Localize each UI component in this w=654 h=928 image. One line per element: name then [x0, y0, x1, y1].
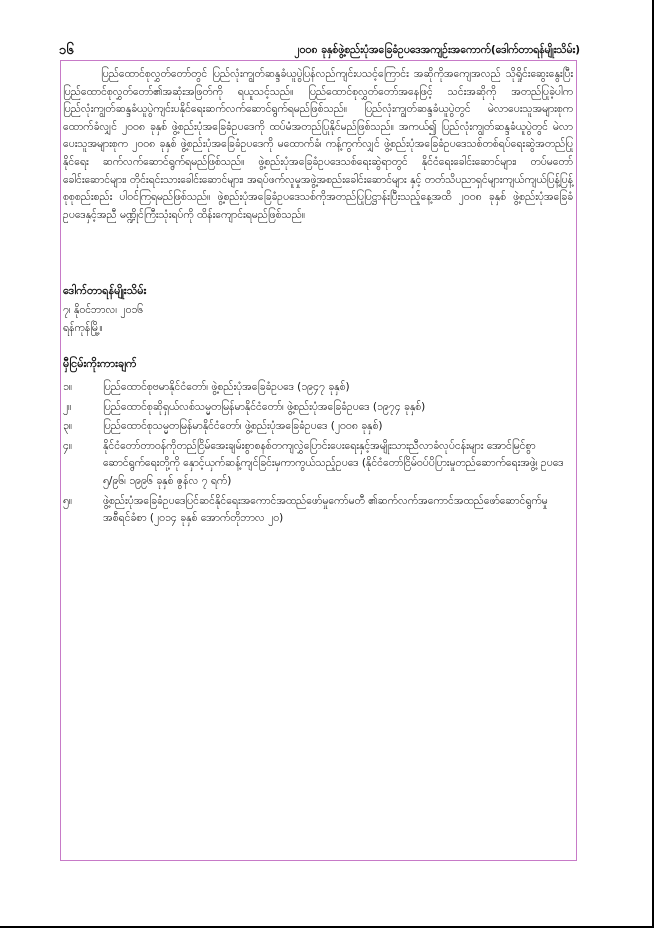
reference-text: ဖွဲ့စည်းပုံအခြေခံဥပဒေပြင်ဆင်နိုင်ရေးအကောင်အထည်ဖော်မှုကော်မတီ ၏ဆက်လက်အကောင်အထည်ဖော်ဆောင်ရွက်မှုအစီရင်ခံစာ (၂၀၁၄ ခုနှစ် အောက်တိုဘာလ ၂၀) [103, 494, 548, 525]
body-text [63, 66, 573, 224]
references-list [63, 379, 573, 530]
running-header: ၂၀၀၈ ခုနှစ်ဖွဲ့စည်းပုံအခြေခံဥပဒေအကျဉ်းအကောက်(ဒေါက်တာရန်မျိုးသိမ်း) [294, 44, 580, 56]
author-heading: ဒေါက်တာရန်မျိုးသိမ်း [63, 284, 147, 297]
reference-text: ပြည်ထောင်စုဗမာနိုင်ငံတော်၊ ဖွဲ့စည်းပုံအခြေခံဥပဒေ (၁၉၄၇ ခုနှစ်) [103, 381, 350, 393]
reference-number: ၂။ [63, 400, 72, 413]
author-date: ၇၊ နိုဝင်ဘာလ၊ ၂၀၁၆ [63, 304, 144, 316]
body-paragraph: ပြည်ထောင်စုလွှတ်တော်တွင် ပြည်လုံးကျွတ်ဆန္ဒခံယူပွဲပြန်လည်ကျင်းပသင့်ကြောင်း အဆိုကိုအကျေအလည် သိုရှိုင်းဆွေးနွေးပြီး ပြည်ထောင်စုလွှတ်တော်၏အဆုံးအဖြတ်ကို ရယူသင့်သည်။ ပြည်ထောင်စုလွှတ်တော်အနေဖြင့် သင်းအဆိုကို အတည်ပြုခဲ့ပါက ပြည်လုံးကျွတ်ဆန္ဒခံယူပွဲကျင်းပနိုင်ရေးဆက်လက်ဆောင်ရွက်ရမည်ဖြစ်သည်။ ပြည်လုံးကျွတ်ဆန္ဒခံယူပွဲတွင် မဲလာပေးသူအများစုက ထောက်ခံလျှင် ၂၀၀၈ ခုနှစ် ဖွဲ့စည်းပုံအခြေခံဥပဒေကို ထပ်မံအတည်ပြုနိုင်မည်ဖြစ်သည်။ အကယ်၍ ပြည်လုံးကျွတ်ဆန္ဒခံယူပွဲတွင် မဲလာပေးသူအများစုက ၂၀၀၈ ခုနှစ် ဖွဲ့စည်းပုံအခြေခံဥပဒေကို မထောက်ခံ၊ ကန့်ကွက်လျှင် ဖွဲ့စည်းပုံအခြေခံဥပဒေသစ်တစ်ရပ်ရေးဆွဲအတည်ပြုနိုင်ရေး ဆက်လက်ဆောင်ရွက်ရမည်ဖြစ်သည်။ ဖွဲ့စည်းပုံအခြေခံဥပဒေသစ်ရေးဆွဲရာတွင် နိုင်ငံရေးခေါင်းဆောင်များ၊ တပ်မတော်ခေါင်းဆောင်များ၊ တိုင်းရင်းသားခေါင်းဆောင်များ၊ အရပ်ဖက်လူမှုအဖွဲ့အစည်းခေါင်းဆောင်များ နှင့် တတ်သိပညာရှင်များကျယ်ကျယ်ပြန့်ပြန့် စုစုစည်းစည်း ပါဝင်ကြရမည်ဖြစ်သည်။ ဖွဲ့စည်းပုံအခြေခံဥပဒေသစ်ကိုအတည်ပြုပြဋ္ဌာန်းပြီးသည့်နေ့အထိ ၂၀၀၈ ခုနှစ် ဖွဲ့စည်းပုံအခြေခံဥပဒေနှင့်အညီ မဏ္ဍိုင်ကြီးသုံးရပ်ကို ထိန်းကျောင်းရမည်ဖြစ်သည်။ [63, 68, 573, 221]
reference-text: ပြည်ထောင်စုဆိုရှယ်လစ်သမ္မတမြန်မာနိုင်ငံတော်၊ ဖွဲ့စည်းပုံအခြေခံဥပဒေ (၁၉၇၄ ခုနှစ်) [103, 400, 426, 413]
author-place: ရန်ကုန်မြို့။ [63, 322, 103, 334]
reference-item [63, 418, 573, 436]
reference-number: ၃။ [63, 420, 73, 433]
page-number: ၁၆ [59, 43, 74, 58]
reference-text: နိုင်ငံတော်တာဝန်ကိုတည်ငြိမ်အေးချမ်းစွာစနစ်တကျလွှဲပြောင်းပေးရေးနှင့်အမျိုးသားညီလာခံလုပ်ငန်းများ အောင်မြင်စွာဆောင်ရွက်ရေးတို့ကို နှောင့်ယှက်ဆန့်ကျင်ခြင်းမှကာကွယ်သည့်ဥပဒေ (နိုင်ငံတော်ငြိမ်ဝပ်ပိပြားမှုတည်ဆောက်ရေးအဖွဲ့၊ ဥပဒေ ၅/၉၆၊ ၁၉၉၆ ခုနှစ် ဇွန်လ ၇ ရက်) [103, 439, 564, 487]
reference-item [63, 493, 573, 528]
reference-item [63, 399, 573, 417]
reference-item [63, 438, 573, 491]
reference-number: ၁။ [63, 381, 73, 393]
reference-text: ပြည်ထောင်စုသမ္မတမြန်မာနိုင်ငံတော်၊ ဖွဲ့စည်းပုံအခြေခံဥပဒေ (၂၀၀၈ ခုနှစ်) [103, 420, 383, 433]
reference-number: ၅။ [63, 494, 73, 507]
reference-number: ၄။ [63, 439, 73, 452]
references-heading: မှီငြမ်းကိုးကားချက် [63, 357, 137, 370]
reference-item [63, 379, 573, 397]
